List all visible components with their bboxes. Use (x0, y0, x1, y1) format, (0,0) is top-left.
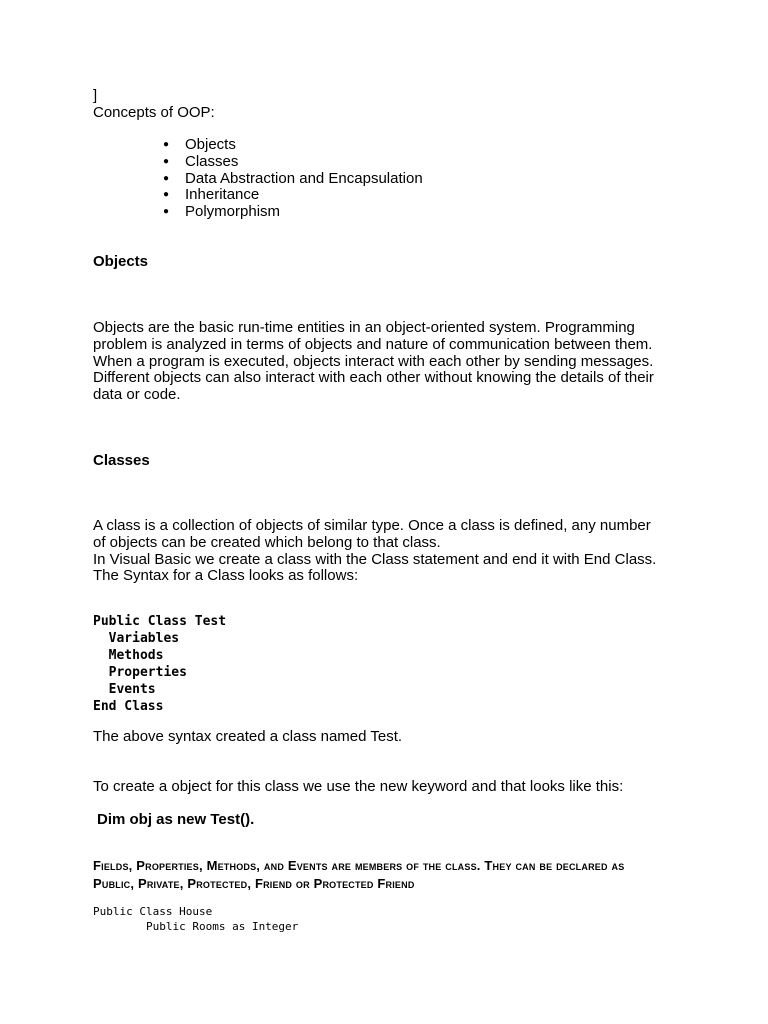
list-item: ● Data Abstraction and Encapsulation (160, 171, 423, 188)
paragraph-line: data or code. (93, 386, 181, 404)
paragraph-line: Fields, Properties, Methods, and Events are members of the class. They can be declared as (93, 858, 625, 873)
stray-bracket: ] (93, 87, 98, 104)
code-line: Public Class Test (93, 614, 227, 629)
code-line: Public Rooms as Integer (93, 919, 299, 933)
code-line: Events (93, 682, 156, 697)
concepts-list (160, 137, 423, 221)
paragraph-line: Different objects can also interact with each other without knowing the details of their (93, 369, 654, 387)
code-line: Methods (93, 648, 164, 663)
dim-statement: Dim obj as new Test(). (97, 811, 255, 828)
paragraph-line: Public, Private, Protected, Friend or Protected Friend (93, 876, 415, 891)
objects-paragraph (93, 320, 654, 404)
paragraph-line: In Visual Basic we create a class with the Class statement and end it with End Class. (93, 550, 657, 568)
paragraph-line: problem is analyzed in terms of objects and nature of communication between them. (93, 335, 653, 353)
section-heading-classes: Classes (93, 452, 150, 469)
house-class-code (93, 905, 298, 934)
create-object-text: To create a object for this class we use the new keyword and that looks like this: (93, 778, 624, 795)
paragraph-line: When a program is executed, objects interact with each other by sending messages. (93, 352, 654, 370)
intro-title: Concepts of OOP: (93, 104, 215, 121)
paragraph-line: The Syntax for a Class looks as follows: (93, 567, 359, 585)
class-syntax-code (93, 613, 226, 715)
code-line: End Class (93, 699, 164, 714)
paragraph-line: Objects are the basic run-time entities in an object-oriented system. Programming (93, 319, 635, 336)
section-heading-objects: Objects (93, 253, 149, 270)
list-item: ● Objects (160, 137, 423, 154)
list-item: ● Classes (160, 154, 423, 171)
list-item: ● Polymorphism (160, 204, 423, 221)
members-paragraph (93, 857, 624, 893)
code-line: Public Class House (93, 905, 213, 918)
paragraph-line: A class is a collection of objects of similar type. Once a class is defined, any number (93, 517, 651, 534)
code-line: Properties (93, 665, 187, 680)
code-line: Variables (93, 631, 180, 646)
paragraph-line: of objects can be created which belong to that class. (93, 533, 441, 551)
after-code-text: The above syntax created a class named Test. (93, 728, 403, 745)
classes-paragraph (93, 518, 656, 585)
list-item: ● Inheritance (160, 187, 423, 204)
